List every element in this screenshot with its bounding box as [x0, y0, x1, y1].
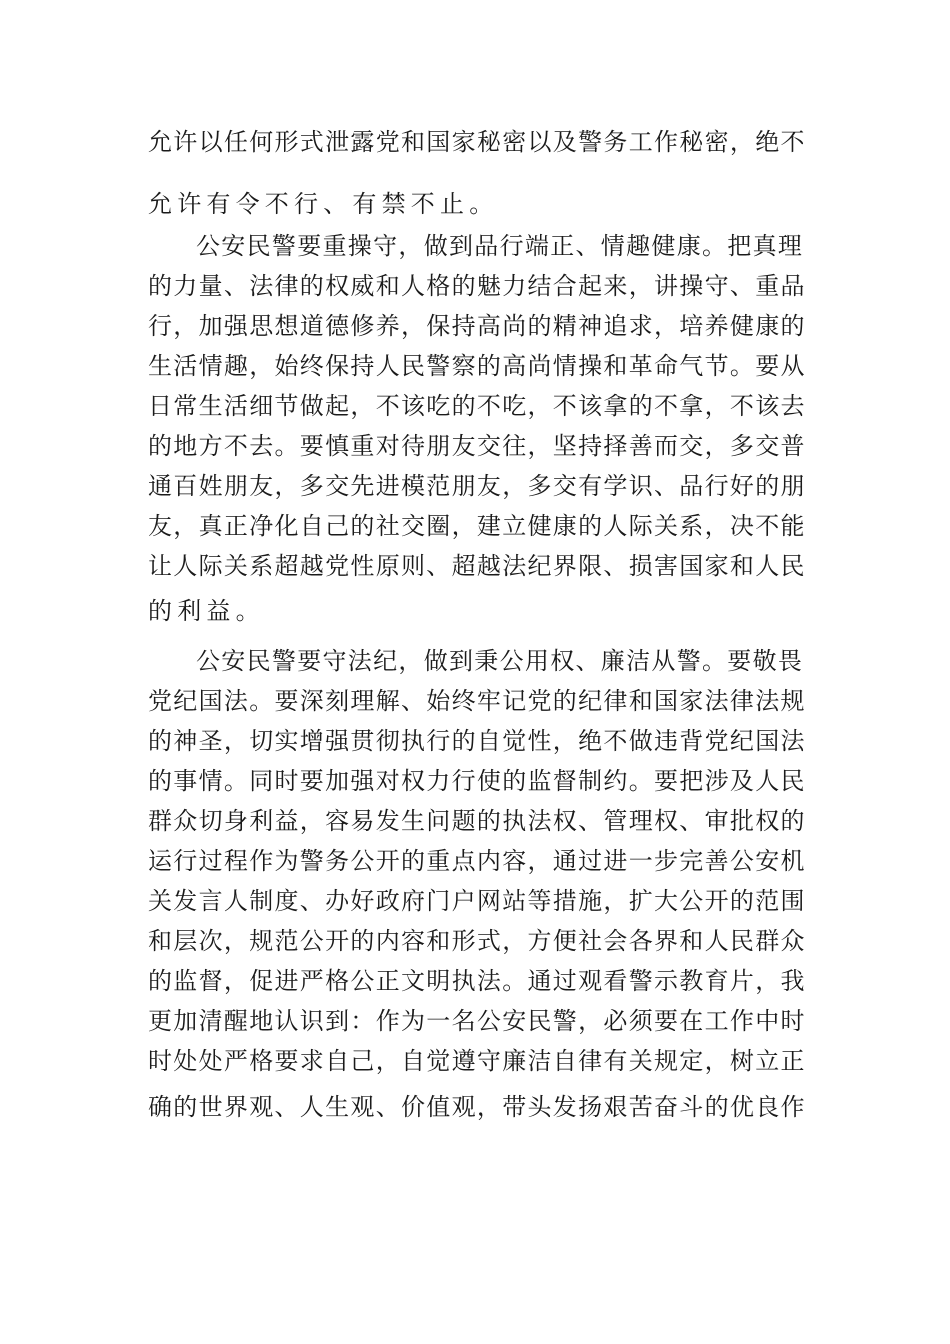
text-line: 的事情。同时要加强对权力行使的监督制约。要把涉及人民 [148, 767, 806, 795]
text-line: 的地方不去。要慎重对待朋友交往，坚持择善而交，多交普 [148, 432, 806, 460]
text-line: 和层次，规范公开的内容和形式，方便社会各界和人民群众 [148, 927, 806, 955]
text-line: 行，加强思想道德修养，保持高尚的精神追求，培养健康的 [148, 312, 806, 340]
paragraph-start-line: 公安民警要守法纪，做到秉公用权、廉洁从警。要敬畏 [196, 647, 804, 675]
text-line: 日常生活细节做起，不该吃的不吃，不该拿的不拿，不该去 [148, 392, 806, 420]
text-line: 运行过程作为警务公开的重点内容，通过进一步完善公安机 [148, 847, 806, 875]
text-line: 通百姓朋友，多交先进模范朋友，多交有学识、品行好的朋 [148, 472, 806, 500]
text-line: 允许有令不行、有禁不止。 [148, 190, 499, 218]
text-line: 确的世界观、人生观、价值观，带头发扬艰苦奋斗的优良作 [148, 1093, 806, 1121]
text-line: 的力量、法律的权威和人格的魅力结合起来，讲操守、重品 [148, 272, 806, 300]
text-line: 生活情趣，始终保持人民警察的高尚情操和革命气节。要从 [148, 352, 806, 380]
text-line: 的利益。 [148, 597, 265, 625]
text-line: 更加清醒地认识到：作为一名公安民警，必须要在工作中时 [148, 1007, 806, 1035]
text-line: 让人际关系超越党性原则、超越法纪界限、损害国家和人民 [148, 552, 806, 580]
text-line: 友，真正净化自己的社交圈，建立健康的人际关系，决不能 [148, 512, 806, 540]
text-line: 允许以任何形式泄露党和国家秘密以及警务工作秘密，绝不 [148, 128, 806, 156]
text-line: 的监督，促进严格公正文明执法。通过观看警示教育片，我 [148, 967, 806, 995]
paragraph-start-line: 公安民警要重操守，做到品行端正、情趣健康。把真理 [196, 232, 804, 260]
text-line: 群众切身利益，容易发生问题的执法权、管理权、审批权的 [148, 807, 806, 835]
text-line: 党纪国法。要深刻理解、始终牢记党的纪律和国家法律法规 [148, 687, 806, 715]
text-line: 的神圣，切实增强贯彻执行的自觉性，绝不做违背党纪国法 [148, 727, 806, 755]
text-line: 时处处严格要求自己，自觉遵守廉洁自律有关规定，树立正 [148, 1047, 806, 1075]
text-line: 关发言人制度、办好政府门户网站等措施，扩大公开的范围 [148, 887, 806, 915]
